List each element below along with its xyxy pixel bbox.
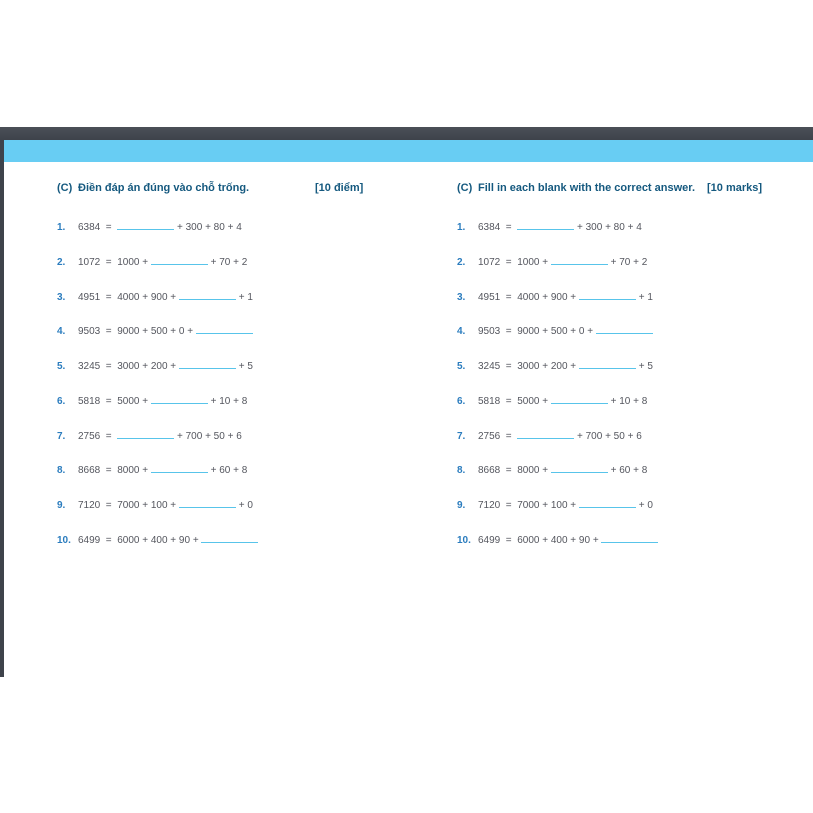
top-dark-bar bbox=[0, 127, 813, 140]
problem-number: 9. bbox=[57, 500, 66, 512]
problem-row bbox=[57, 360, 437, 395]
problem-text-after-blank: + 1 bbox=[235, 291, 253, 303]
problem-text-after-blank: + 700 + 50 + 6 bbox=[574, 430, 642, 442]
section-english bbox=[457, 182, 813, 569]
problem-text-before-blank: 9503 = 9000 + 500 + 0 + bbox=[478, 326, 596, 338]
problem-text-after-blank: + 5 bbox=[635, 361, 653, 373]
problem-row bbox=[457, 464, 813, 499]
answer-blank bbox=[601, 534, 658, 543]
problem-text-after-blank: + 60 + 8 bbox=[607, 465, 648, 477]
problem-text-after-blank: + 10 + 8 bbox=[607, 395, 648, 407]
problem-row bbox=[57, 291, 437, 326]
problem-text-after-blank: + 1 bbox=[635, 291, 653, 303]
problem-text-before-blank: 7120 = 7000 + 100 + bbox=[78, 500, 179, 512]
problem-number: 1. bbox=[457, 222, 466, 233]
problem-row bbox=[57, 499, 437, 534]
answer-blank bbox=[517, 221, 574, 230]
answer-blank bbox=[179, 291, 236, 300]
problem-row bbox=[457, 221, 813, 256]
problem-text-before-blank: 6499 = 6000 + 400 + 90 + bbox=[78, 534, 202, 546]
problem-row bbox=[57, 256, 437, 291]
problem-row bbox=[57, 395, 437, 430]
section-vietnamese bbox=[57, 182, 437, 569]
problem-row bbox=[457, 534, 813, 569]
problem-text-before-blank: 6384 = bbox=[78, 222, 118, 233]
answer-blank bbox=[551, 464, 608, 473]
problem-text-before-blank: 6499 = 6000 + 400 + 90 + bbox=[478, 534, 602, 546]
answer-blank bbox=[151, 395, 208, 404]
answer-blank bbox=[579, 360, 636, 369]
problem-text-after-blank: + 0 bbox=[635, 500, 653, 512]
problem-text-before-blank: 8668 = 8000 + bbox=[478, 465, 551, 477]
problem-number: 4. bbox=[457, 326, 466, 338]
answer-blank bbox=[196, 325, 253, 334]
problem-number: 9. bbox=[457, 500, 466, 512]
answer-blank bbox=[551, 395, 608, 404]
problem-row bbox=[457, 499, 813, 534]
problem-text-before-blank: 8668 = 8000 + bbox=[78, 465, 151, 477]
problem-number: 10. bbox=[57, 534, 71, 546]
problem-number: 7. bbox=[57, 430, 66, 442]
problem-text-before-blank: 6384 = bbox=[478, 222, 518, 233]
answer-blank bbox=[151, 464, 208, 473]
problem-text-before-blank: 5818 = 5000 + bbox=[78, 395, 151, 407]
problem-number: 8. bbox=[457, 465, 466, 477]
problem-text-before-blank: 3245 = 3000 + 200 + bbox=[478, 361, 579, 373]
problem-list-english bbox=[457, 221, 813, 569]
problem-row bbox=[57, 221, 437, 256]
answer-blank bbox=[517, 430, 574, 439]
answer-blank bbox=[551, 256, 608, 265]
problem-row bbox=[457, 395, 813, 430]
problem-number: 3. bbox=[457, 291, 466, 303]
problem-text-before-blank: 2756 = bbox=[478, 430, 518, 442]
problem-text-after-blank: + 70 + 2 bbox=[207, 256, 248, 268]
problem-text-before-blank: 7120 = 7000 + 100 + bbox=[478, 500, 579, 512]
problem-number: 5. bbox=[57, 361, 66, 373]
answer-blank bbox=[201, 534, 258, 543]
problem-number: 8. bbox=[57, 465, 66, 477]
problem-number: 7. bbox=[457, 430, 466, 442]
problem-text-before-blank: 1072 = 1000 + bbox=[478, 256, 551, 268]
section-label: (C) bbox=[457, 182, 473, 194]
left-edge-strip bbox=[0, 140, 4, 677]
problem-number: 2. bbox=[57, 256, 66, 268]
problem-text-before-blank: 9503 = 9000 + 500 + 0 + bbox=[78, 326, 196, 338]
problem-text-after-blank: + 700 + 50 + 6 bbox=[174, 430, 242, 442]
problem-number: 3. bbox=[57, 291, 66, 303]
problem-text-after-blank: + 300 + 80 + 4 bbox=[574, 222, 642, 233]
section-title: Fill in each blank with the correct answer. bbox=[478, 182, 696, 194]
problem-number: 4. bbox=[57, 326, 66, 338]
problem-row bbox=[457, 256, 813, 291]
problem-text-before-blank: 4951 = 4000 + 900 + bbox=[478, 291, 579, 303]
problem-text-after-blank: + 60 + 8 bbox=[207, 465, 248, 477]
problem-row bbox=[57, 325, 437, 360]
problem-row bbox=[57, 534, 437, 569]
answer-blank bbox=[579, 291, 636, 300]
section-header-vietnamese bbox=[57, 182, 437, 194]
problem-text-after-blank: + 70 + 2 bbox=[607, 256, 648, 268]
problem-number: 2. bbox=[457, 256, 466, 268]
answer-blank bbox=[117, 430, 174, 439]
problem-text-after-blank: + 5 bbox=[235, 361, 253, 373]
section-title: Điền đáp án đúng vào chỗ trống. bbox=[78, 182, 250, 194]
problem-number: 6. bbox=[457, 395, 466, 407]
problem-text-before-blank: 4951 = 4000 + 900 + bbox=[78, 291, 179, 303]
answer-blank bbox=[179, 499, 236, 508]
problem-text-before-blank: 3245 = 3000 + 200 + bbox=[78, 361, 179, 373]
problem-row bbox=[457, 325, 813, 360]
blue-accent-bar bbox=[4, 140, 813, 162]
section-marks: [10 điểm] bbox=[315, 182, 364, 194]
answer-blank bbox=[117, 221, 174, 230]
answer-blank bbox=[179, 360, 236, 369]
problem-number: 5. bbox=[457, 361, 466, 373]
answer-blank bbox=[596, 325, 653, 334]
answer-blank bbox=[579, 499, 636, 508]
problem-row bbox=[457, 291, 813, 326]
problem-text-before-blank: 2756 = bbox=[78, 430, 118, 442]
problem-number: 10. bbox=[457, 534, 471, 546]
problem-row bbox=[57, 464, 437, 499]
problem-text-before-blank: 1072 = 1000 + bbox=[78, 256, 151, 268]
problem-number: 1. bbox=[57, 222, 66, 233]
answer-blank bbox=[151, 256, 208, 265]
problem-row bbox=[57, 430, 437, 465]
problem-row bbox=[457, 360, 813, 395]
section-header-english bbox=[457, 182, 813, 194]
section-marks: [10 marks] bbox=[707, 182, 763, 194]
problem-row bbox=[457, 430, 813, 465]
problem-text-after-blank: + 0 bbox=[235, 500, 253, 512]
problem-text-after-blank: + 10 + 8 bbox=[207, 395, 248, 407]
problem-text-after-blank: + 300 + 80 + 4 bbox=[174, 222, 242, 233]
problem-number: 6. bbox=[57, 395, 66, 407]
problem-text-before-blank: 5818 = 5000 + bbox=[478, 395, 551, 407]
problem-list-vietnamese bbox=[57, 221, 437, 569]
section-label: (C) bbox=[57, 182, 73, 194]
